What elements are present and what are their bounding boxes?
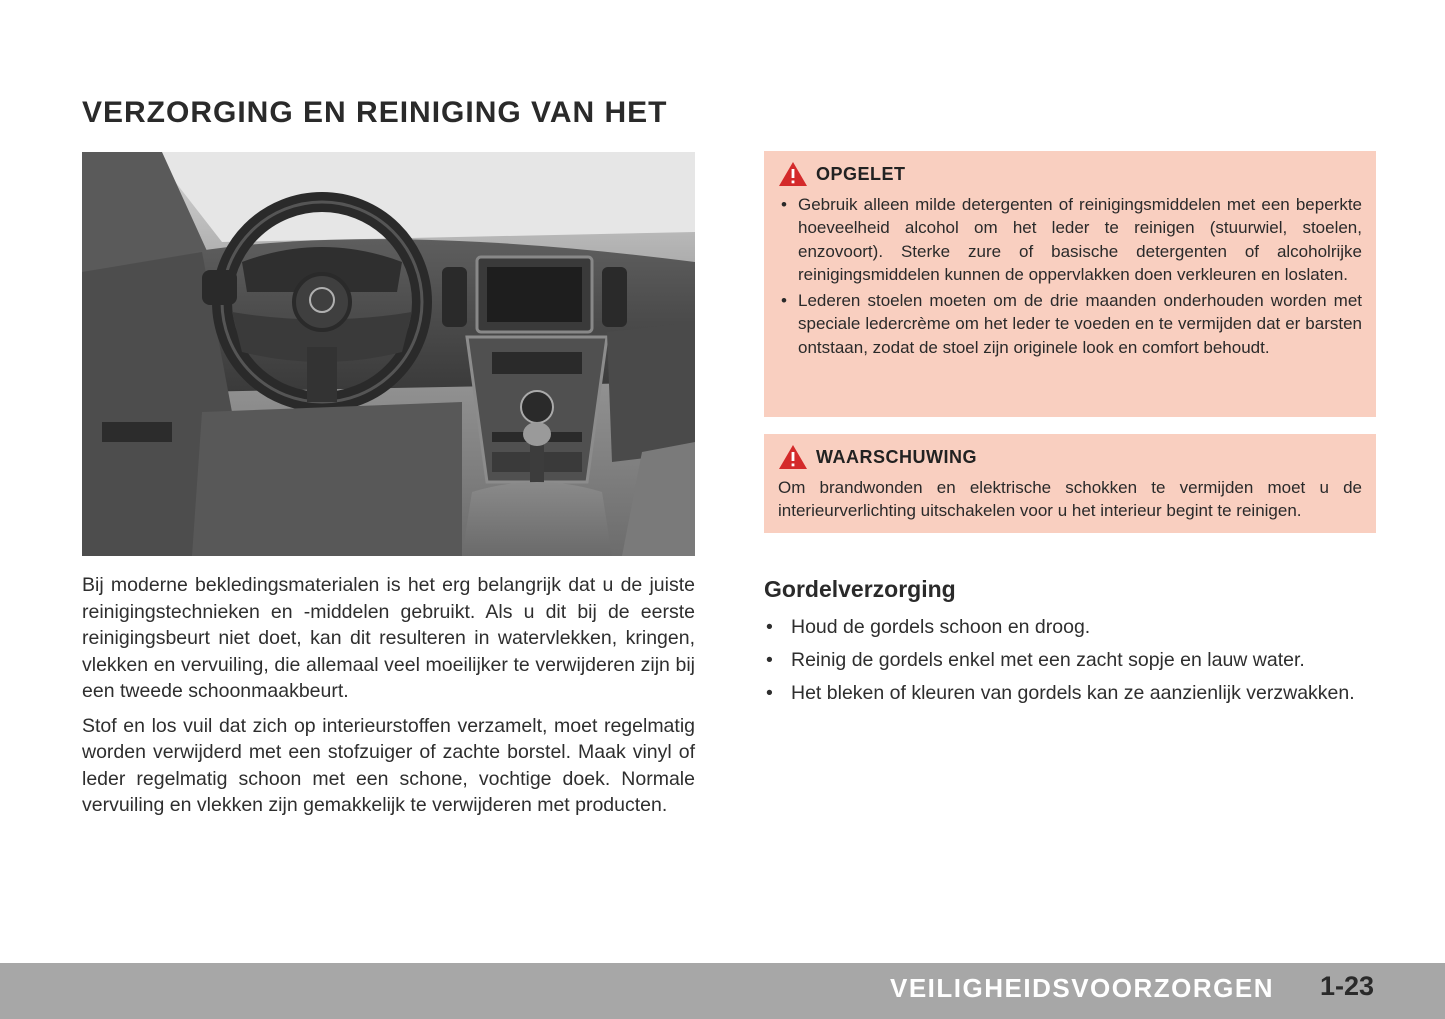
- car-interior-illustration: [82, 152, 695, 556]
- caution-header: [778, 161, 1362, 187]
- body-text: [82, 572, 695, 827]
- page-footer: [0, 963, 1445, 1019]
- caution-box: [764, 151, 1376, 417]
- warning-triangle-icon: [778, 161, 808, 187]
- warning-text: Om brandwonden en elektrische schokken te vermijden moet u de interieurverlichting uitschakelen voor u het interieur begint te reinigen.: [778, 478, 1362, 521]
- warning-header: [778, 444, 1362, 470]
- body-paragraph: Stof en los vuil dat zich op interieurstoffen verzamelt, moet regelmatig worden verwijderd met een stofzuiger of zachte borstel. Maak vinyl of leder regelmatig schoon met een schone, vochtige doek. Normale vervuiling en vlekken zijn gemakkelijk te verwijderen met producten.: [82, 714, 695, 816]
- body-paragraph: Bij moderne bekledingsmaterialen is het erg belangrijk dat u de juiste reinigingstechnieken en -middelen gebruikt. Als u dit bij de eerste reinigingsbeurt niet doet, kan dit resulteren in watervlekken, kringen, vlekken en vervuiling, die allemaal veel moeilijker te verwijderen zijn bij een tweede schoonmaakbeurt.: [82, 574, 695, 702]
- list-item: • Houd de gordels schoon en droog.: [764, 614, 1376, 641]
- belt-care-list: [764, 614, 1376, 713]
- list-item: • Reinig de gordels enkel met een zacht sopje en lauw water.: [764, 647, 1376, 674]
- caution-list: [778, 193, 1362, 359]
- list-item: • Het bleken of kleuren van gordels kan ze aanzienlijk verzwakken.: [764, 680, 1376, 707]
- caution-item: • Gebruik alleen milde detergenten of reinigingsmiddelen met een beperkte hoeveelheid alcohol om het leder te reinigen (stuurwiel, stoelen, enzovoort). Sterke zure of basische detergenten of alcoholrijke reinigingsmiddelen kunnen de oppervlakken doen verkleuren en loslaten.: [778, 193, 1362, 286]
- caution-title: OPGELET: [816, 163, 906, 184]
- page-title: VERZORGING EN REINIGING VAN HET: [82, 96, 668, 129]
- warning-box: [764, 434, 1376, 533]
- footer-section-title: VEILIGHEIDSVOORZORGEN: [890, 973, 1274, 1003]
- warning-triangle-icon: [778, 444, 808, 470]
- warning-title: WAARSCHUWING: [816, 446, 977, 467]
- car-interior-photo: [82, 152, 695, 556]
- caution-item: • Lederen stoelen moeten om de drie maanden onderhouden worden met speciale ledercrème om het leder te voeden en te vermijden dat er barsten ontstaan, zodat de stoel zijn originele look en comfort behoudt.: [778, 289, 1362, 359]
- page-number: 1-23: [1320, 971, 1375, 1001]
- belt-care-title: Gordelverzorging: [764, 576, 956, 602]
